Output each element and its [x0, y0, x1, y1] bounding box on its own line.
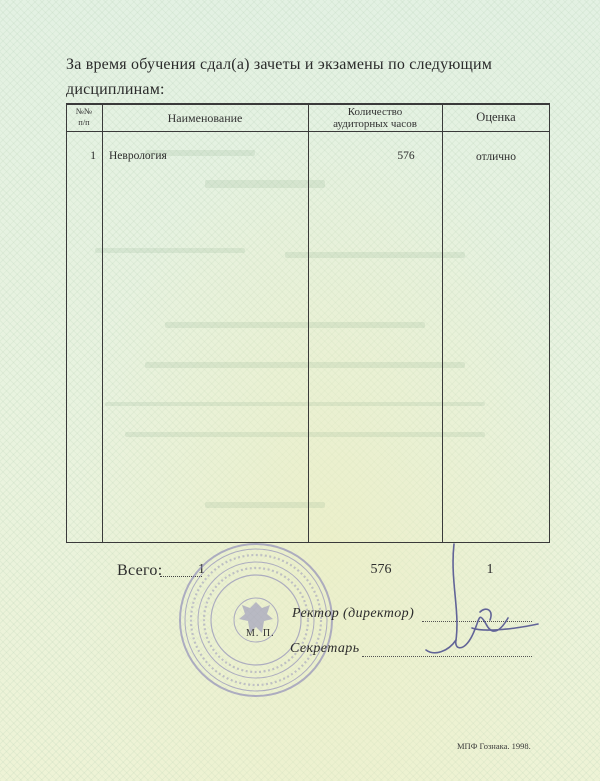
discipline-name: Неврология: [109, 150, 167, 162]
table-col-divider-2: [308, 103, 309, 543]
reverse-side-show-through: [85, 140, 545, 540]
totals-grades: 1: [486, 562, 494, 577]
totals-label: Всего:: [117, 562, 163, 579]
discipline-hours: 576: [397, 150, 415, 162]
discipline-grade: отлично: [476, 151, 516, 163]
column-header-number-line1: №№: [75, 106, 93, 116]
column-header-hours-line2: аудиторных часов: [333, 118, 417, 130]
table-col-divider-3: [442, 103, 443, 543]
secretary-label: Секретарь: [290, 641, 360, 656]
column-header-name: Наименование: [167, 111, 243, 125]
table-left-border: [66, 103, 67, 543]
table-right-border: [549, 103, 550, 543]
column-header-hours-line1: Количество: [347, 106, 403, 118]
column-header-hours: [308, 106, 442, 130]
column-header-number-line2: п/п: [78, 117, 90, 127]
column-header-number: [66, 106, 102, 128]
stamp-place-label: М. П.: [246, 628, 275, 639]
column-header-grade: Оценка: [476, 110, 516, 124]
handwritten-signature-icon: [420, 540, 550, 660]
rector-label: Ректор (директор): [292, 606, 415, 621]
totals-hours: 576: [370, 562, 392, 577]
totals-count: 1: [198, 562, 205, 577]
page-heading: За время обучения сдал(а) зачеты и экзамены по следующим дисциплинам:: [66, 56, 493, 98]
table-col-divider-1: [102, 103, 103, 543]
printer-imprint: МПФ Гознака. 1998.: [457, 741, 531, 751]
row-number: 1: [90, 150, 96, 162]
